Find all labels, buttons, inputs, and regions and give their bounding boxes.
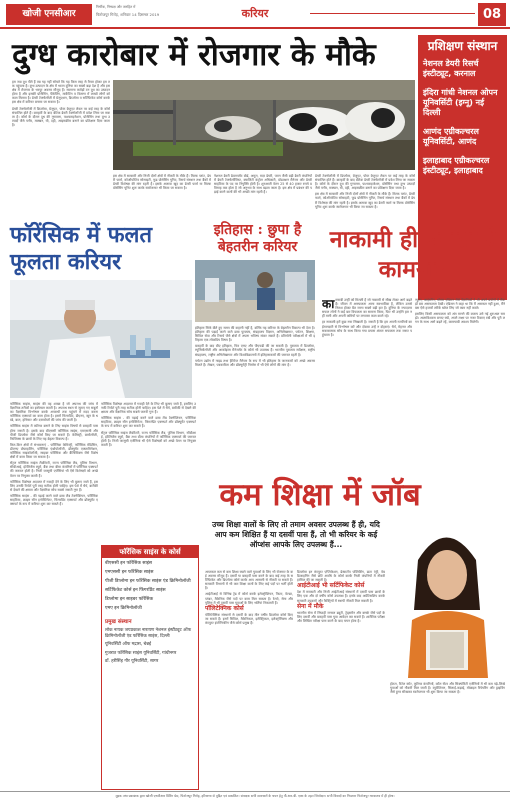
course-item: बीएससी इन फॉरेंसिक साइंस	[105, 561, 153, 566]
student-photo	[388, 520, 505, 678]
forensic-paragraph: फॉरेंसिक विशेषज्ञ अदालत में गवाही देने के लिए भी बुलाए जाते हैं, इसलिए उनकी रिपोर्ट पूरी तरह सटीक होनी चाहिए। इस पेशे में धैर्य, बारीकी से देखने की क्षमता और वैज्ञानिक सोच सबसे जरूरी गुण हैं।	[101, 402, 196, 415]
student-illustration	[388, 520, 505, 678]
dairy-paragraph: हम जब दूध पीते हैं तब यह नहीं सोचते कि यह किस तरह से तैयार होकर हम तक पहुंचता है। दुग्ध उत्पादन के क्षेत्र में भारत दुनिया का सबसे बड़ा देश है और इस क्षेत्र में रोजगार के भरपूर अवसर मौजूद हैं। सालाना करोड़ों टन दूध का उत्पादन होता है और इसकी प्रोसेसिंग, पैकेजिंग, मार्केटिंग व वितरण में लाखों लोगों को काम मिलता है। डेयरी टेक्नोलॉजी में ग्रेजुएशन, डिप्लोमा व सर्टिफिकेट कोर्स करके इस क्षेत्र में करियर बनाया जा सकता है।	[12, 80, 110, 105]
institute-item: नेशनल डेयरी रिसर्च इंस्टीट्यूट, करनाल	[423, 59, 479, 78]
tagline: निर्भीक, निष्पक्ष और जनहित में	[96, 5, 136, 9]
history-paragraph: पर्यटन उद्योग में गाइड तथा हेरिटेज मैनेजर के रूप में भी इतिहास के जानकारों को अच्छे अवसर मिलते हैं। लेखन, पत्रकारिता और डॉक्यूमेंट्री निर्माण में भी ऐसे लोगों की मांग है।	[195, 358, 315, 367]
course-item: डिप्लोमा इन साइबर फॉरेंसिक	[105, 597, 154, 602]
institute-entry: डॉ. हरीसिंह गौर यूनिवर्सिटी, सागर	[105, 659, 159, 665]
iti-subhead: आईटीआई भी सर्टिफिकेट कोर्स	[297, 582, 365, 590]
header-rule	[310, 13, 475, 14]
logo: खोजी एनसीआर	[6, 4, 92, 25]
history-headline: इतिहास : छुपा है बेहतरीन करियर	[213, 222, 302, 255]
drop-cap: का	[322, 298, 335, 311]
dairy-paragraph: डेयरी टेक्नोलॉजी में डिप्लोमा, ग्रेजुएट, पोस्ट ग्रेजुएट लेवल पर कई तरह के कोर्स संचालित होते हैं। बारहवीं के बाद बीटेक डेयरी टेक्नोलॉजी में प्रवेश लिया जा सकता है। कोर्स के दौरान दूध की गुणवत्ता, पाश्चराइजेशन, प्रोसेसिंग तथा दुग्ध उत्पादों जैसे पनीर, मक्खन, घी, दही, आइसक्रीम बनाने का प्रशिक्षण दिया जाता है।	[12, 106, 110, 127]
forensic-paragraph: फॉरेंसिक विशेषज्ञ अदालत में गवाही देने के लिए भी बुलाए जाते हैं, इसलिए उनकी रिपोर्ट पूरी तरह सटीक होनी चाहिए। इस पेशे में धैर्य, बारीकी से देखने की क्षमता और वैज्ञानिक सोच सबसे जरूरी गुण हैं।	[10, 479, 98, 492]
failure-text: मयाबी उन्हीं को मिलती है जो नाकामी से सीख लेकर आगे बढ़ते हैं। जीवन में असफलता आना स्वाभाविक है, लेकिन उससे निराश होकर बैठ जाना सबसे बड़ी हार है। दुनिया के ज्यादातर सफल लोगों ने कई बार विफलता का सामना किया, फिर भी उन्होंने हार नहीं मानी और अपनी कमियों पर लगातार काम करते रहे।	[322, 298, 412, 319]
course-item: पीजी डिप्लोमा इन फॉरेंसिक साइंस एंड क्रिमिनोलॉजी	[105, 579, 191, 584]
institute-entry: गुजरात फॉरेंसिक साइंस यूनिवर्सिटी, गांधीनगर	[105, 650, 177, 656]
jobs-headline: कम शिक्षा में जॉब	[219, 477, 421, 513]
jobs-paragraph: डिप्लोमा इन कंप्यूटर एप्लिकेशन, डेस्कटॉप पब्लिशिंग, डाटा एंट्री, वेब डिजाइनिंग जैसे छोटे अवधि के कोर्स करके निजी कंपनियों में नौकरी हासिल की जा सकती है।	[297, 570, 385, 583]
jobs-paragraph: आजकल कम से कम शिक्षा रखने वाले युवाओं के लिए भी रोजगार के कई अवसर मौजूद हैं। दसवीं या बारहवीं पास करने के बाद कई तरह के सर्टिफिकेट और डिप्लोमा कोर्स करके आप आसानी से नौकरी पा सकते हैं। सरकारी विभागों में भी कम शिक्षा वालों के लिए कई पदों पर भर्ती होती है।	[205, 570, 293, 591]
page-number: 08	[478, 3, 506, 26]
army-subhead: सेना में मौके	[297, 602, 324, 610]
dairy-column-2	[113, 174, 211, 220]
history-paragraph: इतिहास सिर्फ बीते हुए समय की कहानी नहीं है, बल्कि यह करियर के बेहतरीन विकल्प भी देता है। इतिहास की पढ़ाई करने वाले छात्र पुरातत्व, संग्रहालय विज्ञान, अभिलेखागार, पर्यटन, शिक्षण, सिविल सेवा और रिसर्च जैसे क्षेत्रों में अपना भविष्य संवार सकते हैं। प्रतियोगी परीक्षाओं में भी इतिहास एक लोकप्रिय विषय है।	[195, 326, 315, 343]
section-label: करियर	[241, 7, 269, 20]
failure-paragraph: न्यूटन, आइंस्टीन, थॉमस एडिसन जैसे वैज्ञानिकों ने भी अपने प्रयोगों में सैकड़ों बार असफलता देखी। एडिसन ने कहा था कि मैं असफल नहीं हुआ, मैंने बस ऐसे हजारों तरीके खोज लिए जो काम नहीं करते।	[415, 298, 505, 311]
dairy-paragraph: इस क्षेत्र में सरकारी और निजी दोनों क्षेत्रों में नौकरी के मौके हैं। मिल्क प्लांट, डेयरी फार्म, कोऑपरेटिव सोसाइटी, फूड प्रोसेसिंग यूनिट, रिसर्च संस्थान तथा बैंकों में डेयरी विशेषज्ञ की मांग रहती है। इसके अलावा खुद का डेयरी फार्म या मिल्क प्रोसेसिंग यूनिट शुरू करके स्वरोजगार भी किया जा सकता है।	[315, 192, 415, 209]
forensic-headline: फॉरेंसिक में फलत फूलता करियर	[10, 222, 153, 275]
history-paragraph: बारहवीं के बाद बीए इतिहास, फिर एमए और पीएचडी की जा सकती है। पुरातत्व में डिप्लोमा, म्यूजियोलॉजी और आर्काइव्स मैनेजमेंट के कोर्स भी उपलब्ध हैं। भारतीय पुरातत्व सर्वेक्षण, राष्ट्रीय संग्रहालय, राष्ट्रीय अभिलेखागार और विश्वविद्यालयों में इतिहासकारों की जरूरत रहती है।	[195, 344, 315, 357]
jobs-intro: उच्च शिक्षा वालों के लिए तो तमाम अवसर उपलब्ध हैं ही, यदि आप कम शिक्षित हैं या दसवीं पास हैं, तो भी करियर के कई ऑप्शंस आपके लिए उपलब्ध हैं...	[212, 520, 380, 549]
jobs-paragraph: होटल, रिटेल स्टोर, कूरियर कंपनियों, कॉल सेंटर और सिक्योरिटी एजेंसियों में भी कम पढ़े-लिखे युवाओं को नौकरी मिल जाती है। ब्यूटीशियन, सिलाई-कढ़ाई, मोबाइल रिपेयरिंग और ड्राइविंग जैसे हुनर सीखकर स्वरोजगार भी शुरू किया जा सकता है।	[390, 682, 505, 695]
institute-entry: यूनिवर्सिटी ऑफ मद्रास, चेन्नई	[105, 642, 151, 648]
polytechnic-subhead: पॉलिटेक्निक कोर्स	[205, 604, 244, 612]
forensic-paragraph: सेंट्रल फॉरेंसिक साइंस लैबोरेटरी, राज्य फॉरेंसिक लैब, पुलिस विभाग, सीबीआई, इंटेलिजेंस ब्यूरो, बैंक तथा बीमा कंपनियों में फॉरेंसिक एक्सपर्ट की जरूरत होती है। निजी जासूसी एजेंसियां भी ऐसे विशेषज्ञों को अच्छे वेतन पर नियुक्त करती हैं।	[10, 461, 98, 478]
dairy-cows-illustration	[113, 80, 415, 170]
forensic-scientist-photo	[10, 280, 192, 398]
forensic-paragraph: फॉरेंसिक साइंस - की पढ़ाई करने वाले छात्र लैब टेक्नीशियन, फॉरेंसिक साइंटिस्ट, क्राइम सीन इन्वेस्टिगेटर, फिंगरप्रिंट एक्सपर्ट और डॉक्यूमेंट एक्सपर्ट के रूप में करियर शुरू कर सकते हैं।	[101, 416, 196, 429]
forensic-paragraph: किन-किन क्षेत्रों में संभावनाएं - फॉरेंसिक केमिस्ट्री, फॉरेंसिक मेडिसिन, डीएनए प्रोफाइलिंग, फॉरेंसिक एंथ्रोपोलॉजी, डॉक्यूमेंट एक्जामिनेशन, फॉरेंसिक साइकोलॉजी, साइबर फॉरेंसिक और बैलिस्टिक्स जैसे विशेष क्षेत्रों में काम किया जा सकता है।	[10, 442, 98, 460]
scientist-illustration	[10, 280, 192, 398]
forensic-paragraph: फॉरेंसिक साइंस, साइंस की वह शाखा है जो अपराध की जांच में वैज्ञानिक तरीकों का इस्तेमाल करती है। अपराध स्थल से जुटाए गए सबूतों का वैज्ञानिक विश्लेषण करके अपराधी तक पहुंचने में मदद करना फॉरेंसिक एक्सपर्ट का काम होता है। इसमें फिंगरप्रिंट, डीएनए, खून के धब्बे, बाल, हथियार और दस्तावेजों की जांच की जाती है।	[10, 402, 98, 423]
dairy-column-3	[214, 174, 312, 220]
failure-paragraph	[322, 298, 412, 318]
institute-item: आणंद एग्रीकल्चरल यूनिवर्सिटी, आणंद	[423, 127, 479, 146]
dairy-paragraph: इस क्षेत्र में सरकारी और निजी दोनों क्षेत्रों में नौकरी के मौके हैं। मिल्क प्लांट, डेयरी फार्म, कोऑपरेटिव सोसाइटी, फूड प्रोसेसिंग यूनिट, रिसर्च संस्थान तथा बैंकों में डेयरी विशेषज्ञ की मांग रहती है। इसके अलावा खुद का डेयरी फार्म या मिल्क प्रोसेसिंग यूनिट शुरू करके स्वरोजगार भी किया जा सकता है।	[113, 174, 211, 191]
courses-box-title: फॉरेंसिक साइंस के कोर्स	[102, 546, 198, 558]
institute-item: इंदिरा गांधी नेशनल ओपन यूनिवर्सिटी (इग्नू) नई दिल्ली	[423, 88, 498, 117]
failure-paragraph: इसलिए किसी असफलता को अंत मानने की बजाय उसे नई शुरुआत समझें। आत्मविश्वास बनाए रखें, अपने लक्ष्य पर नजर टिकाए रखें और पूरी लगन के साथ आगे बढ़ते रहें, कामयाबी अवश्य मिलेगी।	[415, 312, 505, 325]
failure-headline: नाकामी ही बनाती है कामयाब	[329, 226, 498, 283]
course-item: सर्टिफिकेट कोर्स इन फिंगरप्रिंट साइंस	[105, 588, 166, 593]
institute-item: इलाहाबाद एग्रीकल्चरल इंस्टीट्यूट, इलाहाबाद	[423, 156, 490, 175]
main-headline: दुग्ध कारोबार में रोजगार के मौके	[12, 37, 376, 73]
failure-body-2	[415, 298, 505, 393]
dairy-paragraph: डेयरी टेक्नोलॉजी में डिप्लोमा, ग्रेजुएट, पोस्ट ग्रेजुएट लेवल पर कई तरह के कोर्स संचालित होते हैं। बारहवीं के बाद बीटेक डेयरी टेक्नोलॉजी में प्रवेश लिया जा सकता है। कोर्स के दौरान दूध की गुणवत्ता, पाश्चराइजेशन, प्रोसेसिंग तथा दुग्ध उत्पादों जैसे पनीर, मक्खन, घी, दही, आइसक्रीम बनाने का प्रशिक्षण दिया जाता है।	[315, 174, 415, 191]
forensic-paragraph: सेंट्रल फॉरेंसिक साइंस लैबोरेटरी, राज्य फॉरेंसिक लैब, पुलिस विभाग, सीबीआई, इंटेलिजेंस ब्यूरो, बैंक तथा बीमा कंपनियों में फॉरेंसिक एक्सपर्ट की जरूरत होती है। निजी जासूसी एजेंसियां भी ऐसे विशेषज्ञों को अच्छे वेतन पर नियुक्त करती हैं।	[101, 430, 196, 447]
jobs-paragraph: भारतीय सेना में सिपाही जनरल ड्यूटी, ट्रेड्समैन और क्लर्क जैसे पदों के लिए दसवीं और बारहवीं पास युवा आवेदन कर सकते हैं। शारीरिक परीक्षा और लिखित परीक्षा पास करने के बाद चयन होता है।	[297, 610, 385, 623]
course-item: एमएससी इन फॉरेंसिक साइंस	[105, 570, 154, 575]
forensic-paragraph: फॉरेंसिक साइंस - की पढ़ाई करने वाले छात्र लैब टेक्नीशियन, फॉरेंसिक साइंटिस्ट, क्राइम सीन इन्वेस्टिगेटर, फिंगरप्रिंट एक्सपर्ट और डॉक्यूमेंट एक्सपर्ट के रूप में करियर शुरू कर सकते हैं।	[10, 493, 98, 507]
failure-paragraph: हर नाकामी हमें कुछ नया सिखाती है। जरूरी है कि हम अपनी गलतियों का ईमानदारी से विश्लेषण करें और दोबारा उन्हें न दोहराएं। धैर्य, मेहनत और सकारात्मक सोच के साथ किया गया प्रयास अंततः सफलता तक जरूर पहुंचाता है।	[322, 320, 412, 337]
course-item: एमए इन क्रिमिनोलॉजी	[105, 606, 142, 611]
forensic-paragraph: फॉरेंसिक साइंस में करियर बनाने के लिए साइंस विषयों से बारहवीं पास होना जरूरी है। इसके बाद बीएससी फॉरेंसिक साइंस, एमएससी और पीजी डिप्लोमा जैसे कोर्स किए जा सकते हैं। केमिस्ट्री, बायोलॉजी, फिजिक्स के छात्रों के लिए यह बेहतर विकल्प है।	[10, 424, 98, 441]
institutes-title: प्रशिक्षण संस्थान	[427, 39, 498, 53]
history-lab-photo	[195, 260, 315, 322]
lab-illustration	[195, 260, 315, 322]
dairy-column-1	[12, 80, 110, 220]
institute-entry: लोक नायक जयप्रकाश नारायण नेशनल इंस्टीट्यूट ऑफ क्रिमिनोलॉजी एंड फॉरेंसिक साइंस, दिल्ली	[105, 628, 191, 639]
forensic-courses-box	[101, 545, 199, 790]
header-bar	[0, 0, 510, 29]
dairy-cows-photo	[113, 80, 415, 170]
jobs-paragraph: पॉलिटेक्निक संस्थानों से दसवीं के बाद तीन वर्षीय डिप्लोमा कोर्स किए जा सकते हैं। इनमें सिविल, मैकेनिकल, इलेक्ट्रिकल, इलेक्ट्रॉनिक्स और कंप्यूटर इंजीनियरिंग जैसे कोर्स प्रमुख हैं।	[205, 612, 293, 626]
jobs-column-3	[390, 682, 505, 790]
jobs-column-2	[297, 570, 385, 790]
jobs-paragraph: आईटीआई से विभिन्न ट्रेड में कोर्स करके इलेक्ट्रीशियन, फिटर, वेल्डर, प्लंबर, मैकेनिक जैसे पदों पर काम मिल सकता है। रेलवे, सेना और पुलिस में भी दसवीं पास युवाओं के लिए भर्तियां निकलती हैं।	[205, 592, 293, 605]
failure-body	[322, 298, 412, 393]
forensic-column-2	[101, 402, 196, 542]
footer: मुद्रक तथा प्रकाशक द्वारा खोजी एनसीआर प्रिंटिंग प्रेस, फिरोजपुर गिरोह, हरियाणा से मुद्रित एवं प्रकाशित। संपादक सभी समाचारों के चयन हेतु पी.आर.बी. एक्ट के तहत जिम्मेदार। सभी विवादों का निपटारा फिरोजपुर न्यायालय में ही होगा।	[0, 791, 510, 800]
jobs-column-1	[205, 570, 293, 790]
dairy-paragraph: नेशनल डेयरी डेवलपमेंट बोर्ड, अमूल, मदर डेयरी, पराग जैसी बड़ी डेयरी कंपनियों में डेयरी टेक्नोलॉजिस्ट, क्वालिटी कंट्रोल अधिकारी, प्रोडक्शन मैनेजर और डेयरी साइंटिस्ट के पद पर नियुक्ति होती है। शुरुआती वेतन 25 से 40 हजार रुपये प्रतिमाह तक होता है जो अनुभव के साथ बढ़ता जाता है। इस क्षेत्र में प्रबंधन की पढ़ाई करने वालों की भी अच्छी मांग रहती है।	[214, 174, 312, 195]
forensic-column-1	[10, 402, 98, 787]
institutes-subtitle: प्रमुख संस्थान	[105, 619, 132, 625]
jobs-paragraph: देश में सरकारी और निजी आईटीआई संस्थानों में दसवीं पास छात्रों के लिए एक और दो वर्षीय कोर्स उपलब्ध हैं। इनके बाद अप्रेंटिसशिप करके सरकारी उपक्रमों और फैक्ट्रियों में स्थायी नौकरी मिल सकती है।	[297, 590, 385, 603]
history-body	[195, 326, 315, 396]
issue-date: फिरोजपुर गिरोह, शनिवार 14 दिसम्बर 2019	[96, 12, 160, 17]
